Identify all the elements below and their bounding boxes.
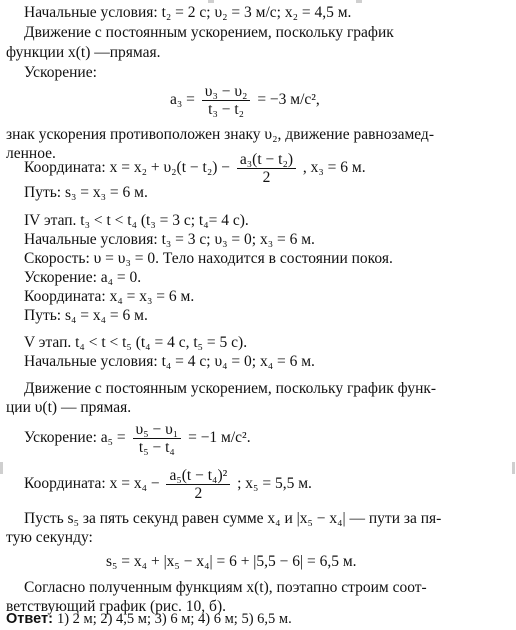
fraction xyxy=(237,151,296,186)
fraction-denominator: 2 xyxy=(194,484,203,502)
formula-rhs: , x₃ = 6 м. xyxy=(302,159,366,176)
text-line: Начальные условия: t₃ = 3 с; υ₃ = 0; x₃ = 6 м. xyxy=(24,231,315,248)
text-line: Движение с постоянным ускорением, поскольку график функ- xyxy=(24,380,437,397)
text-line: Движение с постоянным ускорением, поскольку график xyxy=(24,24,394,41)
answer-label: Ответ: xyxy=(6,611,53,627)
scan-artifact-top xyxy=(208,0,214,3)
fraction-denominator: t₃ − t₂ xyxy=(208,100,245,118)
fraction xyxy=(166,467,230,502)
fraction-denominator: t₅ − t₄ xyxy=(138,438,175,456)
text-line: Координата: x₄ = x₃ = 6 м. xyxy=(24,288,195,305)
formula-rhs: = −1 м/с². xyxy=(188,429,251,446)
text-line: Ускорение: xyxy=(24,64,97,81)
formula-path-5: s₅ = x₄ + |x₅ − x₄| = 6 + |5,5 − 6| = 6,5 м. xyxy=(106,553,357,570)
text-line: ции υ(t) — прямая. xyxy=(6,399,132,416)
fraction-numerator: a₅(t − t₄)² xyxy=(166,467,230,485)
formula-lhs: Ускорение: a₅ = xyxy=(24,429,126,446)
formula-rhs: ; x₅ = 5,5 м. xyxy=(237,475,312,492)
formula-lhs: a₃ = xyxy=(170,91,195,108)
text-line: Скорость: υ = υ₃ = 0. Тело находится в состоянии покоя. xyxy=(24,250,393,267)
formula-coordinate-3 xyxy=(24,148,366,188)
fraction xyxy=(133,421,182,456)
formula-lhs: Координата: x = x₄ − xyxy=(24,475,160,492)
text-line: Путь: s₄ = x₄ = 6 м. xyxy=(24,307,148,324)
formula-acceleration-5 xyxy=(24,418,251,458)
text-line: тую секунду: xyxy=(6,529,93,546)
formula-acceleration-3 xyxy=(170,82,320,118)
text-line: функции x(t) —прямая. xyxy=(6,44,161,61)
stage-heading: IV этап. t₃ < t < t₄ (t₃ = 3 с; t₄= 4 с). xyxy=(24,212,249,229)
text-line: Начальные условия: t₂ = 2 с; υ₂ = 3 м/с; x₂ = 4,5 м. xyxy=(24,4,352,21)
fraction-numerator: υ₃ − υ₂ xyxy=(202,83,251,101)
fraction xyxy=(202,83,251,118)
fraction-denominator: 2 xyxy=(262,168,271,186)
scan-artifact-top xyxy=(356,0,362,3)
text-line: Пусть s₅ за пять секунд равен сумме x₄ и |x₅ − x₄| — пути за пя- xyxy=(24,510,442,527)
text-line: знак ускорения противоположен знаку υ₂, движение равнозамед- xyxy=(6,126,434,143)
text-line: Согласно полученным функциям x(t), поэтапно строим соот- xyxy=(24,579,427,596)
text-line: Путь: s₃ = x₃ = 6 м. xyxy=(24,184,148,201)
text-line: ленное. xyxy=(6,145,56,162)
formula-rhs: = −3 м/с², xyxy=(257,91,320,108)
text-line: Начальные условия: t₄ = 4 с; υ₄ = 0; x₄ = 6 м. xyxy=(24,353,315,370)
scan-artifact-left xyxy=(0,462,3,474)
scan-artifact-right xyxy=(512,462,515,474)
answer-line xyxy=(6,610,292,628)
fraction-numerator: υ₅ − υ₁ xyxy=(133,421,182,439)
formula-lhs: Координата: x = x₂ + υ₂(t − t₂) − xyxy=(24,159,231,176)
text-line: Ускорение: a₄ = 0. xyxy=(24,269,142,286)
fraction-numerator: a₃(t − t₂) xyxy=(237,151,296,169)
formula-coordinate-5 xyxy=(24,464,312,504)
answer-text: 1) 2 м; 2) 4,5 м; 3) 6 м; 4) 6 м; 5) 6,5 м. xyxy=(56,611,292,627)
text-line: ветствующий график (рис. 10, б). xyxy=(6,598,226,615)
stage-heading: V этап. t₄ < t < t₅ (t₄ = 4 с, t₅ = 5 с). xyxy=(24,334,248,351)
